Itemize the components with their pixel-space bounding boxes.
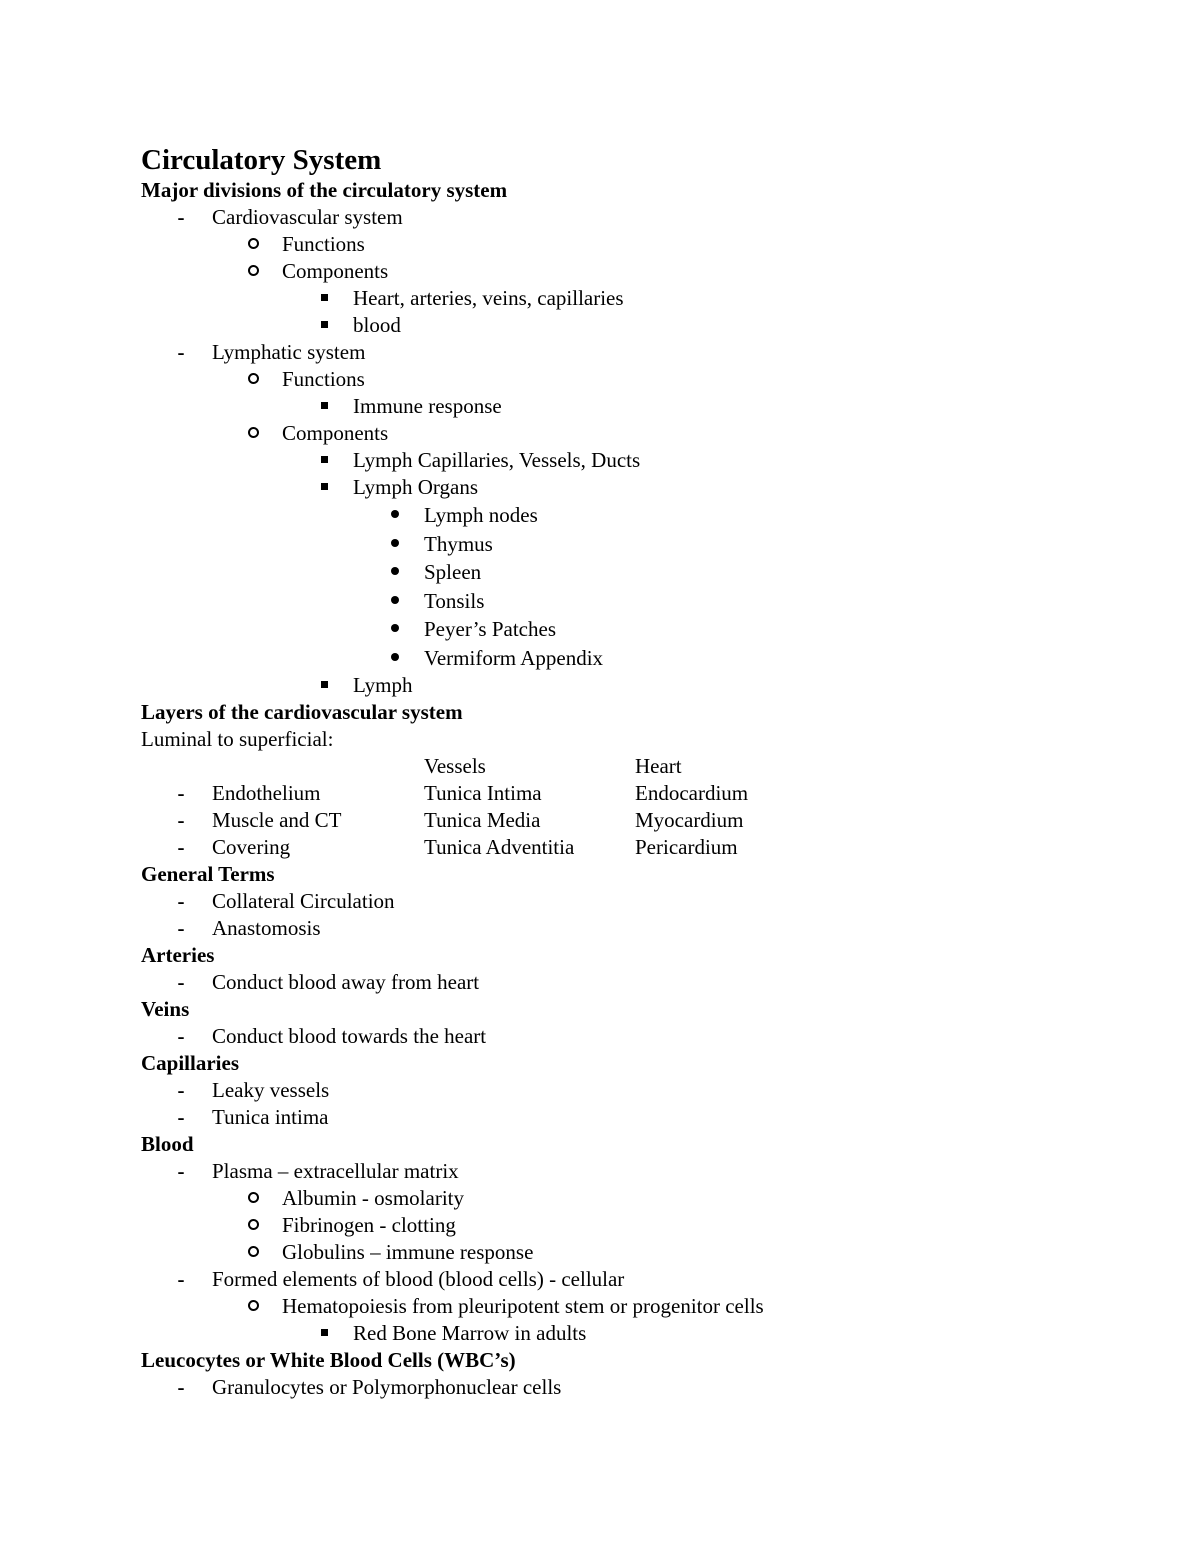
list-item-label: Lymph Capillaries, Vessels, Ducts xyxy=(353,448,641,472)
list-item-formed-elements xyxy=(141,1266,1101,1293)
table-cell: Endocardium xyxy=(635,781,749,805)
square-bullet-icon xyxy=(317,393,331,420)
section-heading-arteries: Arteries xyxy=(141,943,215,967)
dash-bullet: - xyxy=(177,340,185,364)
table-cell: Pericardium xyxy=(635,835,738,859)
list-item-label: Formed elements of blood (blood cells) - cellular xyxy=(212,1267,625,1291)
square-bullet-icon xyxy=(317,312,331,339)
dot-bullet-icon xyxy=(388,644,402,673)
list-item xyxy=(141,915,1101,942)
list-item xyxy=(141,1212,1101,1239)
list-item xyxy=(141,1077,1101,1104)
dot-bullet-icon xyxy=(388,530,402,559)
list-item-label: Globulins – immune response xyxy=(282,1240,534,1264)
list-item-label: Hematopoiesis from pleuripotent stem or progenitor cells xyxy=(282,1294,764,1318)
dot-bullet-icon xyxy=(388,615,402,644)
dash-bullet: - xyxy=(177,205,185,229)
list-item xyxy=(141,969,1101,996)
table-row xyxy=(141,807,1101,834)
square-bullet-icon xyxy=(317,1320,331,1347)
dash-bullet: - xyxy=(177,970,185,994)
circle-bullet-icon xyxy=(246,1239,260,1266)
list-item-label: Leaky vessels xyxy=(212,1078,330,1102)
table-header-vessels: Vessels xyxy=(424,754,486,778)
list-item-label: Collateral Circulation xyxy=(212,889,395,913)
list-item-lymph-component xyxy=(141,447,1101,474)
list-item xyxy=(141,1293,1101,1320)
document-body xyxy=(141,143,1101,1401)
list-item-label: Heart, arteries, veins, capillaries xyxy=(353,286,624,310)
dash-bullet: - xyxy=(177,1105,185,1129)
list-item-label: Plasma – extracellular matrix xyxy=(212,1159,459,1183)
list-item xyxy=(141,1104,1101,1131)
table-cell: Tunica Adventitia xyxy=(424,835,575,859)
section-heading-major-divisions: Major divisions of the circulatory system xyxy=(141,178,508,202)
list-item-lymph-organ xyxy=(141,558,1101,587)
list-item xyxy=(141,1239,1101,1266)
list-item-label: Functions xyxy=(282,367,365,391)
circle-bullet-icon xyxy=(246,1212,260,1239)
list-item-label: Lymph Organs xyxy=(353,475,479,499)
square-bullet-icon xyxy=(317,672,331,699)
section-subheading: Luminal to superficial: xyxy=(141,727,334,751)
list-item-label: Lymph xyxy=(353,673,413,697)
list-item-label: Lymphatic system xyxy=(212,340,366,364)
page-title: Circulatory System xyxy=(141,144,382,176)
table-cell: Covering xyxy=(212,835,291,859)
section-heading-blood: Blood xyxy=(141,1132,194,1156)
circle-bullet-icon xyxy=(246,1185,260,1212)
dash-bullet: - xyxy=(177,835,185,859)
list-item xyxy=(141,1320,1101,1347)
list-item-lymph-organ xyxy=(141,615,1101,644)
list-item-lymph-organ xyxy=(141,587,1101,616)
list-item-label: Granulocytes or Polymorphonuclear cells xyxy=(212,1375,562,1399)
dash-bullet: - xyxy=(177,889,185,913)
list-item xyxy=(141,888,1101,915)
square-bullet-icon xyxy=(317,447,331,474)
list-item-label: Components xyxy=(282,259,389,283)
list-item-label: Conduct blood away from heart xyxy=(212,970,480,994)
circle-bullet-icon xyxy=(246,258,260,285)
list-item-cardio-component xyxy=(141,285,1101,312)
list-item-cardio-components xyxy=(141,258,1101,285)
list-item-label: Components xyxy=(282,421,389,445)
section-heading-leucocytes: Leucocytes or White Blood Cells (WBC’s) xyxy=(141,1348,516,1372)
table-cell: Myocardium xyxy=(635,808,744,832)
table-cell: Muscle and CT xyxy=(212,808,342,832)
square-bullet-icon xyxy=(317,285,331,312)
table-row xyxy=(141,780,1101,807)
table-cell: Endothelium xyxy=(212,781,321,805)
circle-bullet-icon xyxy=(246,366,260,393)
list-item-lymphatic xyxy=(141,339,1101,366)
section-heading-general-terms: General Terms xyxy=(141,862,275,886)
square-bullet-icon xyxy=(317,474,331,501)
list-item-lymph-functions xyxy=(141,366,1101,393)
table-header-heart: Heart xyxy=(635,754,682,778)
section-heading-capillaries: Capillaries xyxy=(141,1051,239,1075)
list-item-label: Peyer’s Patches xyxy=(424,617,556,641)
list-item-plasma xyxy=(141,1158,1101,1185)
dash-bullet: - xyxy=(177,781,185,805)
list-item-label: Fibrinogen - clotting xyxy=(282,1213,456,1237)
dash-bullet: - xyxy=(177,1159,185,1183)
list-item-label: Lymph nodes xyxy=(424,503,538,527)
dash-bullet: - xyxy=(177,1375,185,1399)
table-row xyxy=(141,834,1101,861)
list-item-label: Vermiform Appendix xyxy=(424,645,604,670)
list-item-lymph-function xyxy=(141,393,1101,420)
circle-bullet-icon xyxy=(246,420,260,447)
circle-bullet-icon xyxy=(246,231,260,258)
dot-bullet-icon xyxy=(388,558,402,587)
dash-bullet: - xyxy=(177,1024,185,1048)
list-item-label: Anastomosis xyxy=(212,916,321,940)
table-cell: Tunica Intima xyxy=(424,781,542,805)
list-item-lymph-organ xyxy=(141,530,1101,559)
dash-bullet: - xyxy=(177,1267,185,1291)
list-item xyxy=(141,1374,1101,1401)
dash-bullet: - xyxy=(177,1078,185,1102)
list-item-label: Conduct blood towards the heart xyxy=(212,1024,487,1048)
section-heading-layers: Layers of the cardiovascular system xyxy=(141,700,463,724)
list-item-label: Tonsils xyxy=(424,588,485,613)
section-heading-veins: Veins xyxy=(141,997,190,1021)
dot-bullet-icon xyxy=(388,587,402,616)
list-item-cardio-component xyxy=(141,312,1101,339)
dash-bullet: - xyxy=(177,916,185,940)
list-item-cardio-functions xyxy=(141,231,1101,258)
list-item-label: Albumin - osmolarity xyxy=(282,1186,464,1210)
circle-bullet-icon xyxy=(246,1293,260,1320)
list-item-label: Cardiovascular system xyxy=(212,205,403,229)
list-item-lymph-organ xyxy=(141,644,1101,673)
list-item-lymph-organ xyxy=(141,501,1101,530)
list-item-lymph-components xyxy=(141,420,1101,447)
list-item-lymph xyxy=(141,672,1101,699)
list-item-label: blood xyxy=(353,313,401,337)
list-item-label: Spleen xyxy=(424,560,482,584)
dash-bullet: - xyxy=(177,808,185,832)
list-item-label: Thymus xyxy=(424,531,493,556)
table-header-row xyxy=(141,753,1101,780)
list-item-label: Red Bone Marrow in adults xyxy=(353,1321,587,1345)
dot-bullet-icon xyxy=(388,501,402,530)
table-cell: Tunica Media xyxy=(424,808,541,832)
list-item-label: Immune response xyxy=(353,394,502,418)
list-item xyxy=(141,1185,1101,1212)
list-item-lymph-component xyxy=(141,474,1101,501)
list-item-label: Tunica intima xyxy=(212,1105,329,1129)
list-item xyxy=(141,1023,1101,1050)
list-item-label: Functions xyxy=(282,232,365,256)
list-item-cardiovascular xyxy=(141,204,1101,231)
